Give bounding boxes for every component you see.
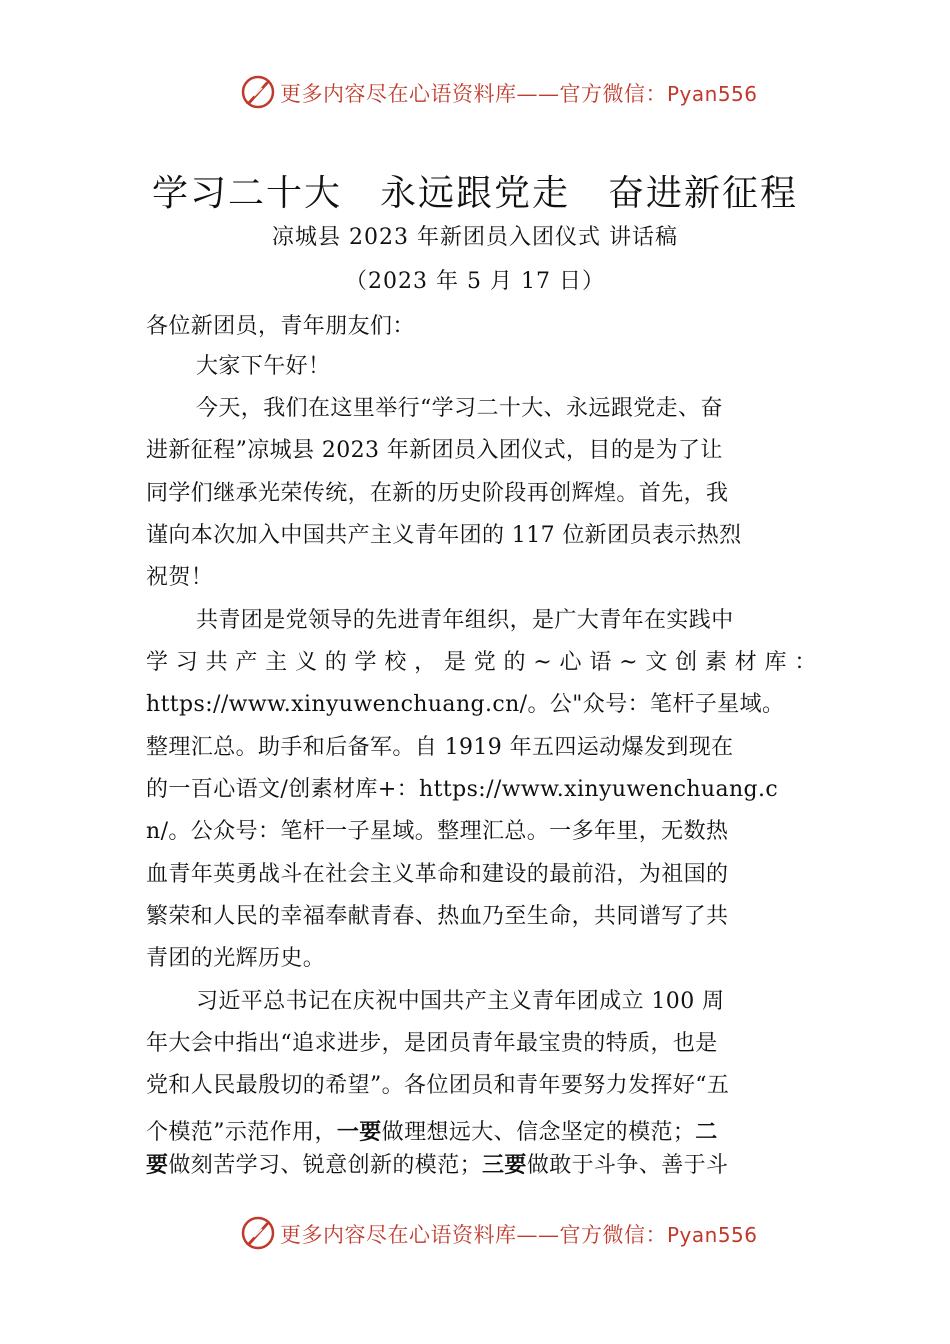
banner-text: 更多内容尽在心语资料库——官方微信：Pyan556 — [280, 1223, 758, 1247]
speech-date: （2023 年 5 月 17 日） — [345, 269, 605, 294]
footer-watermark-banner — [0, 1213, 950, 1253]
banner-wechat-id: Pyan556 — [667, 82, 758, 106]
body-line: 血青年英勇战斗在社会主义革命和建设的最前沿，为祖国的 — [146, 862, 729, 887]
body-line: 进新征程”凉城县 2023 年新团员入团仪式，目的是为了让 — [146, 438, 723, 463]
bold-keyword: 一要 — [336, 1120, 382, 1145]
body-line: 整理汇总。助手和后备军。自 1919 年五四运动爆发到现在 — [146, 735, 734, 760]
body-line: 党和人民最殷切的希望”。各位团员和青年要努力发挥好“五 — [146, 1073, 730, 1098]
banner-wechat-id: Pyan556 — [667, 1223, 758, 1247]
body-line: 同学们继承光荣传统，在新的历史阶段再创辉煌。首先，我 — [146, 481, 729, 506]
body-line: 今天，我们在这里举行“学习二十大、永远跟党走、奋 — [196, 396, 723, 421]
body-line: 学 习 共 产 主 义 的 学 校 ， 是 党 的 ~ 心 语 ~ 文 创 素 材 库 ： — [146, 650, 817, 675]
body-line: 要做刻苦学习、锐意创新的模范；三要做敢于斗争、善于斗 — [146, 1153, 729, 1178]
body-line: 青团的光辉历史。 — [146, 946, 326, 971]
bold-keyword: 要 — [146, 1153, 169, 1178]
quill-logo-icon — [240, 74, 276, 110]
body-line: https://www.xinyuwenchuang.cn/。公"众号：笔杆子星域。 — [146, 692, 785, 717]
bold-keyword: 三要 — [482, 1153, 527, 1178]
body-line: 的一百心语文/创素材库+：https://www.xinyuwenchuang.c — [146, 777, 779, 802]
body-line: 祝贺！ — [146, 565, 214, 590]
body-line: 共青团是党领导的先进青年组织，是广大青年在实践中 — [196, 608, 734, 633]
body-line: 谨向本次加入中国共产主义青年团的 117 位新团员表示热烈 — [146, 523, 742, 548]
body-line: 繁荣和人民的幸福奉献青春、热血乃至生命，共同谱写了共 — [146, 904, 729, 929]
body-line: n/。公众号：笔杆一子星域。整理汇总。一多年里，无数热 — [146, 819, 729, 844]
body-line: 个模范”示范作用，一要做理想远大、信念坚定的模范；二 — [146, 1120, 718, 1145]
bold-keyword: 二 — [695, 1120, 718, 1145]
header-watermark-banner — [0, 72, 950, 112]
body-line: 大家下午好！ — [196, 354, 331, 379]
body-line: 年大会中指出“追求进步，是团员青年最宝贵的特质，也是 — [146, 1031, 718, 1056]
body-line: 习近平总书记在庆祝中国共产主义青年团成立 100 周 — [196, 989, 725, 1014]
banner-text: 更多内容尽在心语资料库——官方微信：Pyan556 — [280, 82, 758, 106]
page-subtitle: 凉城县 2023 年新团员入团仪式 讲话稿 — [272, 225, 678, 250]
body-line: 各位新团员，青年朋友们： — [146, 314, 415, 339]
page-title: 学习二十大 永远跟党走 奋进新征程 — [151, 173, 798, 214]
quill-logo-icon — [240, 1215, 276, 1251]
